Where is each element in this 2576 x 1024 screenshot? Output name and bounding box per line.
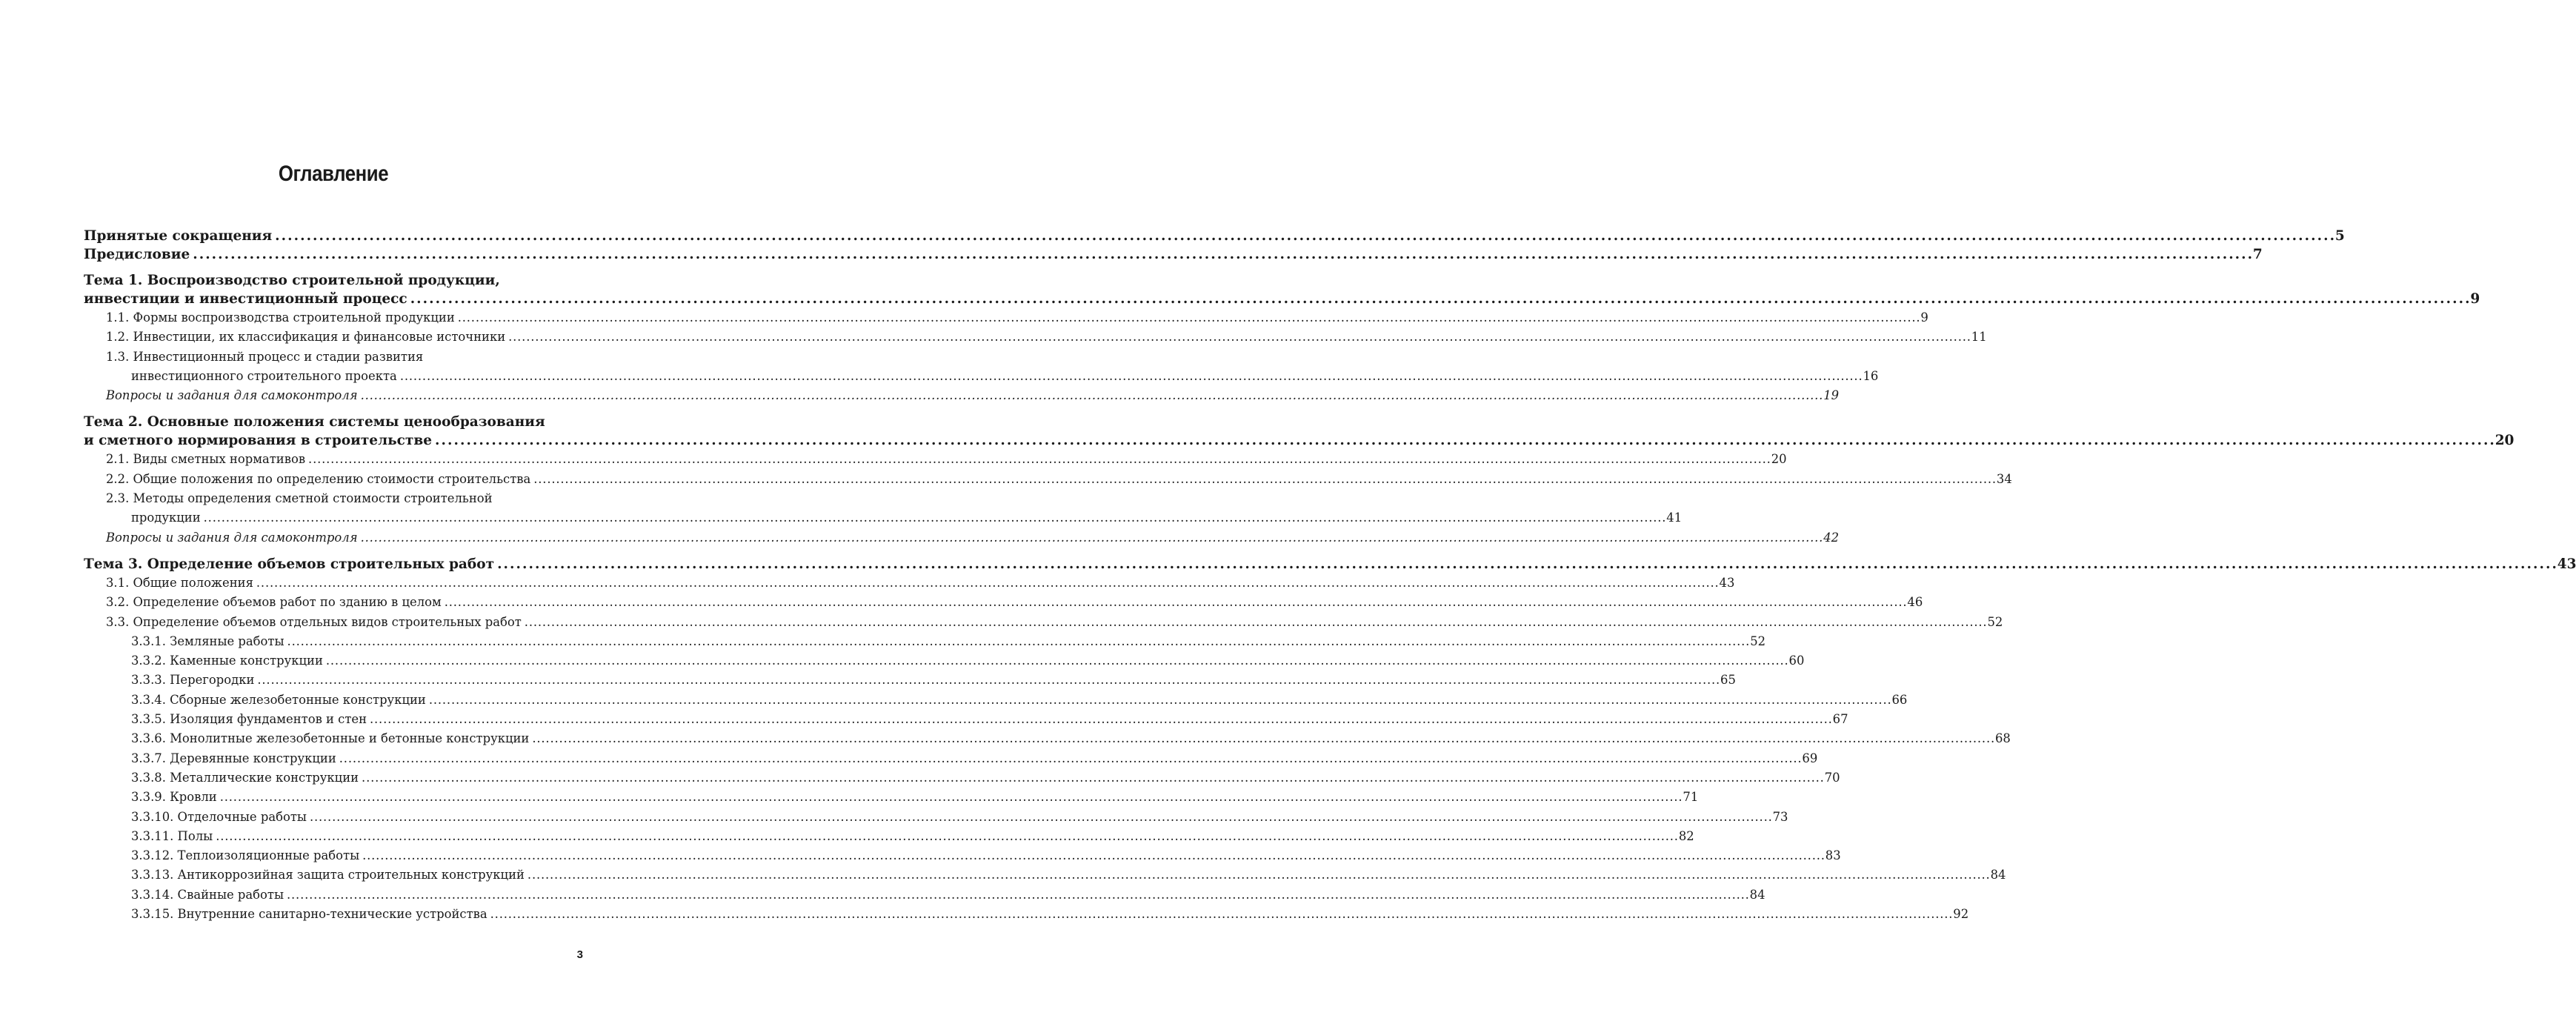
toc-entry-page: 84	[1749, 887, 1765, 902]
toc-entry-line	[131, 768, 1840, 788]
toc-entry-page: 34	[1996, 471, 2012, 486]
toc-entry-page: 66	[1891, 692, 1908, 707]
toc-entry	[84, 671, 1736, 690]
toc-entry	[84, 613, 2003, 632]
toc-entry-title: 2.2. Общие положения по определению стоимости строительства	[106, 471, 531, 486]
toc-entry-page: 16	[1863, 368, 1879, 383]
toc-entry-page: 19	[1823, 388, 1840, 403]
toc-entry-line	[106, 573, 1735, 593]
dot-leader	[490, 905, 1951, 924]
dot-leader	[326, 651, 1787, 671]
toc-entry-title-first-line: 1.3. Инвестиционный процесс и стадии развития	[106, 349, 424, 364]
toc-entry-page: 5	[2334, 228, 2345, 244]
toc-entry	[84, 593, 1923, 612]
toc-entry-line	[106, 613, 2003, 632]
toc-entry-title: 2.1. Виды сметных нормативов	[106, 452, 306, 467]
dot-leader	[257, 671, 1718, 690]
toc-entry	[84, 691, 1908, 710]
dot-leader	[361, 386, 1822, 405]
toc-entry	[84, 573, 1735, 593]
toc-entry-title: продукции	[131, 511, 201, 525]
toc-entry-page: 68	[1995, 731, 2011, 746]
toc-entry-line	[84, 245, 2263, 264]
dot-leader	[508, 328, 1969, 347]
dot-leader	[275, 227, 2333, 245]
toc-entry-title-first-line: Тема 1. Воспроизводство строительной продукции,	[84, 273, 500, 288]
toc-entry-line	[131, 691, 1908, 710]
toc-entry-line	[84, 290, 2480, 308]
toc-entry-line	[131, 632, 1766, 651]
toc-entry-line	[106, 593, 1923, 612]
toc-entry	[84, 846, 1841, 865]
toc-entry-page: 9	[2470, 291, 2480, 307]
toc-entry	[84, 749, 1818, 768]
toc-entry-title: Предисловие	[84, 247, 190, 262]
toc-entry-page: 60	[1788, 654, 1805, 668]
toc-entry-page: 71	[1683, 790, 1699, 805]
toc-entry-line	[106, 508, 1683, 528]
toc-entry	[84, 729, 2011, 748]
toc-entry-title: инвестиции и инвестиционный процесс	[84, 291, 407, 307]
dot-leader	[525, 613, 1986, 632]
toc-entry-line	[131, 671, 1736, 690]
toc-entry-page: 69	[1802, 751, 1818, 765]
toc-entry-title: Принятые сокращения	[84, 228, 273, 244]
toc-entry	[84, 808, 1788, 827]
dot-leader	[220, 788, 1681, 807]
toc-entry-line	[131, 885, 1765, 905]
toc-entry-page: 52	[1987, 614, 2003, 629]
toc-entry	[84, 885, 1765, 905]
toc-entry-line	[131, 651, 1805, 671]
toc-entry-title: 3.3.1. Земляные работы	[131, 634, 284, 648]
toc-entry-page: 82	[1678, 828, 1694, 843]
toc-entry-line	[106, 386, 1840, 405]
toc-entry-title: 3.3.10. Отделочные работы	[131, 809, 307, 824]
toc-entry-title: инвестиционного строительного проекта	[131, 368, 397, 383]
toc-entry	[84, 768, 1840, 788]
toc-entry-line	[131, 729, 2011, 748]
toc-entry-page: 46	[1907, 595, 1923, 610]
toc-entry-title: 3.3.9. Кровли	[131, 790, 217, 805]
toc-entry-page: 83	[1825, 848, 1841, 863]
toc-entry-page: 11	[1971, 330, 1987, 345]
toc-entry	[84, 632, 1766, 651]
toc-entry-page: 70	[1824, 770, 1840, 785]
toc-entry-line	[131, 905, 1969, 924]
toc-entry-title: и сметного нормирования в строительстве	[84, 433, 433, 449]
dot-leader	[410, 290, 2469, 308]
toc-entry-line	[106, 450, 1787, 469]
toc-entry-page: 73	[1772, 809, 1788, 824]
dot-leader	[532, 729, 1993, 748]
toc-entry-line	[131, 710, 1848, 729]
dot-leader	[458, 308, 1919, 328]
page-title: Оглавление	[278, 162, 389, 186]
dot-leader	[533, 470, 1994, 489]
toc-entry	[84, 227, 2345, 245]
toc-entry-line	[131, 749, 1818, 768]
toc-entry	[84, 528, 1840, 548]
toc-entry-line	[131, 808, 1788, 827]
toc-entry-title: 3.3.8. Металлические конструкции	[131, 770, 359, 785]
toc-entry	[84, 413, 2515, 450]
toc-entry-page: 42	[1823, 530, 1840, 545]
dot-leader	[527, 865, 1988, 885]
toc-entry	[84, 788, 1699, 807]
toc-entry	[84, 271, 2480, 308]
toc-entry	[84, 308, 1928, 328]
toc-entry	[84, 651, 1805, 671]
table-of-contents	[84, 227, 2576, 924]
toc-entry-title-first-line: Тема 2. Основные положения системы ценообразования	[84, 414, 545, 430]
toc-entry	[84, 450, 1787, 469]
toc-entry-title: Вопросы и задания для самоконтроля	[106, 388, 358, 403]
dot-leader	[445, 593, 1906, 612]
toc-entry-line	[106, 308, 1928, 328]
toc-entry-title: 3.3.5. Изоляция фундаментов и стен	[131, 712, 367, 727]
dot-leader	[362, 768, 1823, 788]
toc-entry-title-first-line: 2.3. Методы определения сметной стоимости строительной	[106, 491, 493, 506]
toc-entry-title: 3.3. Определение объемов отдельных видов строительных работ	[106, 614, 522, 629]
toc-entry	[84, 865, 2006, 885]
toc-entry-line	[84, 555, 2576, 573]
toc-entry-title: 1.1. Формы воспроизводства строительной продукции	[106, 310, 455, 325]
page-number: 3	[576, 948, 583, 961]
toc-entry	[84, 905, 1969, 924]
toc-entry-line	[106, 367, 1879, 386]
toc-entry-page: 43	[2557, 556, 2576, 572]
toc-entry-line	[131, 827, 1694, 846]
dot-leader	[362, 846, 1823, 865]
dot-leader	[310, 808, 1771, 827]
toc-entry-line	[84, 431, 2515, 450]
toc-entry-page: 43	[1719, 575, 1735, 590]
dot-leader	[339, 749, 1800, 768]
toc-entry-page: 65	[1720, 673, 1736, 688]
toc-entry-page: 41	[1666, 511, 1683, 525]
toc-entry-page: 84	[1990, 868, 2006, 882]
toc-entry-title: 1.2. Инвестиции, их классификация и финансовые источники	[106, 330, 506, 345]
dot-leader	[216, 827, 1677, 846]
toc-entry-page: 20	[1771, 452, 1787, 467]
toc-entry-line	[131, 846, 1841, 865]
toc-entry-title: 3.3.13. Антикоррозийная защита строительных конструкций	[131, 868, 525, 882]
toc-entry-line	[106, 470, 2012, 489]
toc-entry-title: 3.3.12. Теплоизоляционные работы	[131, 848, 360, 863]
toc-entry-title: 3.3.4. Сборные железобетонные конструкции	[131, 692, 426, 707]
toc-entry-line	[84, 227, 2345, 245]
toc-entry	[84, 710, 1848, 729]
toc-entry-page: 9	[1920, 310, 1928, 325]
dot-leader	[435, 431, 2493, 450]
toc-entry-title: 3.1. Общие положения	[106, 575, 253, 590]
toc-entry-line	[106, 328, 1987, 347]
toc-entry-title: 3.3.3. Перегородки	[131, 673, 255, 688]
dot-leader	[308, 450, 1769, 469]
toc-entry-page: 20	[2495, 433, 2515, 449]
toc-entry-title: 3.2. Определение объемов работ по зданию в целом	[106, 595, 442, 610]
toc-entry	[84, 328, 1987, 347]
toc-entry-line	[131, 788, 1699, 807]
toc-entry	[84, 470, 2012, 489]
toc-entry-page: 92	[1953, 907, 1969, 922]
dot-leader	[287, 632, 1748, 651]
toc-entry	[84, 555, 2576, 573]
dot-leader	[429, 691, 1890, 710]
toc-entry-page: 52	[1750, 634, 1766, 648]
toc-entry-line	[106, 528, 1840, 548]
toc-entry	[84, 489, 1683, 528]
toc-entry-page: 67	[1832, 712, 1848, 727]
dot-leader	[370, 710, 1831, 729]
toc-entry	[84, 348, 1879, 387]
dot-leader	[497, 555, 2555, 573]
toc-entry-title: Тема 3. Определение объемов строительных работ	[84, 556, 495, 572]
toc-entry	[84, 386, 1840, 405]
toc-entry-title: 3.3.11. Полы	[131, 828, 213, 843]
toc-entry-title: 3.3.6. Монолитные железобетонные и бетонные конструкции	[131, 731, 530, 746]
toc-entry-title: 3.3.2. Каменные конструкции	[131, 654, 323, 668]
toc-entry-page: 7	[2252, 247, 2263, 262]
toc-entry-line	[131, 865, 2006, 885]
dot-leader	[361, 528, 1822, 548]
toc-entry	[84, 827, 1694, 846]
toc-entry	[84, 245, 2263, 264]
dot-leader	[204, 508, 1665, 528]
toc-entry-title: 3.3.15. Внутренние санитарно-технические устройства	[131, 907, 487, 922]
dot-leader	[256, 573, 1717, 593]
dot-leader	[400, 367, 1861, 386]
toc-entry-title: Вопросы и задания для самоконтроля	[106, 530, 358, 545]
dot-leader	[287, 885, 1748, 905]
dot-leader	[193, 245, 2251, 264]
toc-entry-title: 3.3.7. Деревянные конструкции	[131, 751, 336, 765]
toc-entry-title: 3.3.14. Свайные работы	[131, 887, 284, 902]
